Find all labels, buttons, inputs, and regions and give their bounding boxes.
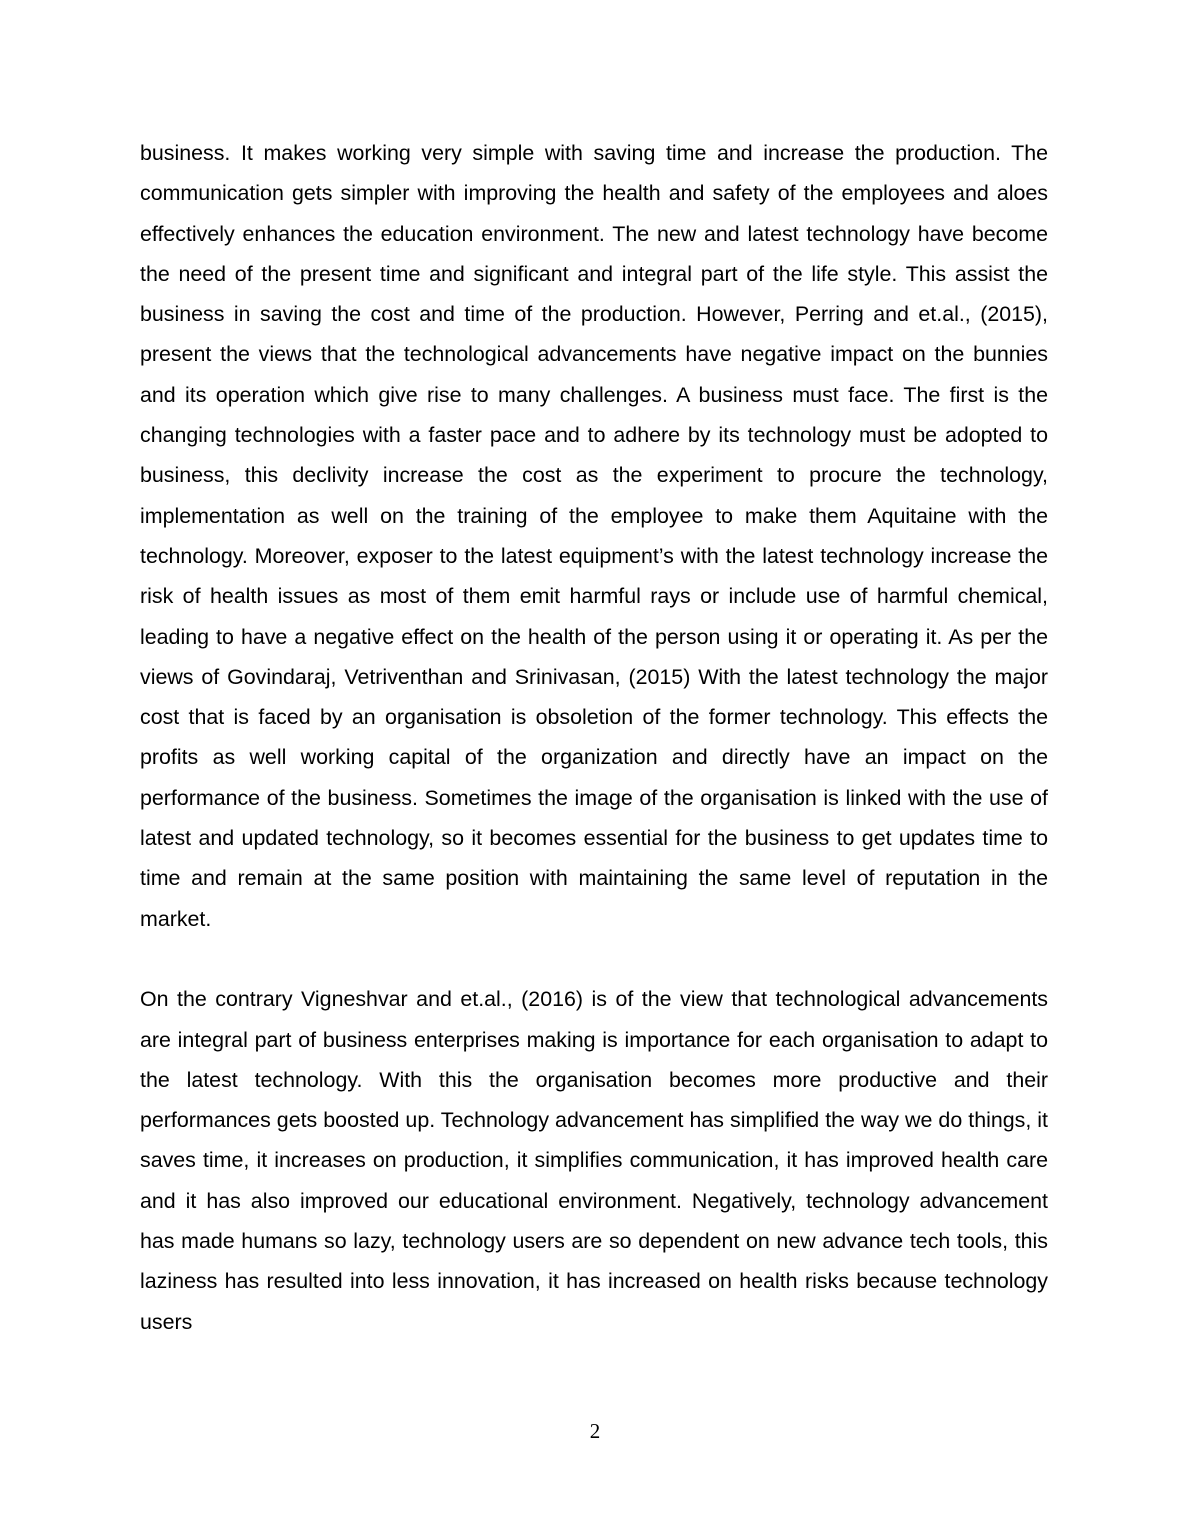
page-number: 2 — [589, 1419, 601, 1443]
paragraph-2: On the contrary Vigneshvar and et.al., (2016) is of the view that technological advancements are integral part of business enterprises making is importance for each organisation to adapt to the latest technology. With this the organisation becomes more productive and their performances gets boosted up. Technology advancement has simplified the way we do things, it saves time, it increases on production, it simplifies communication, it has improved health care and it has also improved our educational environment. Negatively, technology advancement has made humans so lazy, technology users are so dependent on new advance tech tools, this laziness has resulted into less innovation, it has increased on health risks because technology users — [140, 987, 1048, 1334]
body-text — [140, 133, 1048, 1342]
paragraph-1: business. It makes working very simple with saving time and increase the production. The communication gets simpler with improving the health and safety of the employees and aloes effectively enhances the education environment. The new and latest technology have become the need of the present time and significant and integral part of the life style. This assist the business in saving the cost and time of the production. However, Perring and et.al., (2015), present the views that the technological advancements have negative impact on the bunnies and its operation which give rise to many challenges. A business must face. The first is the changing technologies with a faster pace and to adhere by its technology must be adopted to business, this declivity increase the cost as the experiment to procure the technology, implementation as well on the training of the employee to make them Aquitaine with the technology. Moreover, exposer to the latest equipment’s with the latest technology increase the risk of health issues as most of them emit harmful rays or include use of harmful chemical, leading to have a negative effect on the health of the person using it or operating it. As per the views of Govindaraj, Vetriventhan and Srinivasan, (2015) With the latest technology the major cost that is faced by an organisation is obsoletion of the former technology. This effects the profits as well working capital of the organization and directly have an impact on the performance of the business. Sometimes the image of the organisation is linked with the use of latest and updated technology, so it becomes essential for the business to get updates time to time and remain at the same position with maintaining the same level of reputation in the market. — [140, 141, 1048, 931]
